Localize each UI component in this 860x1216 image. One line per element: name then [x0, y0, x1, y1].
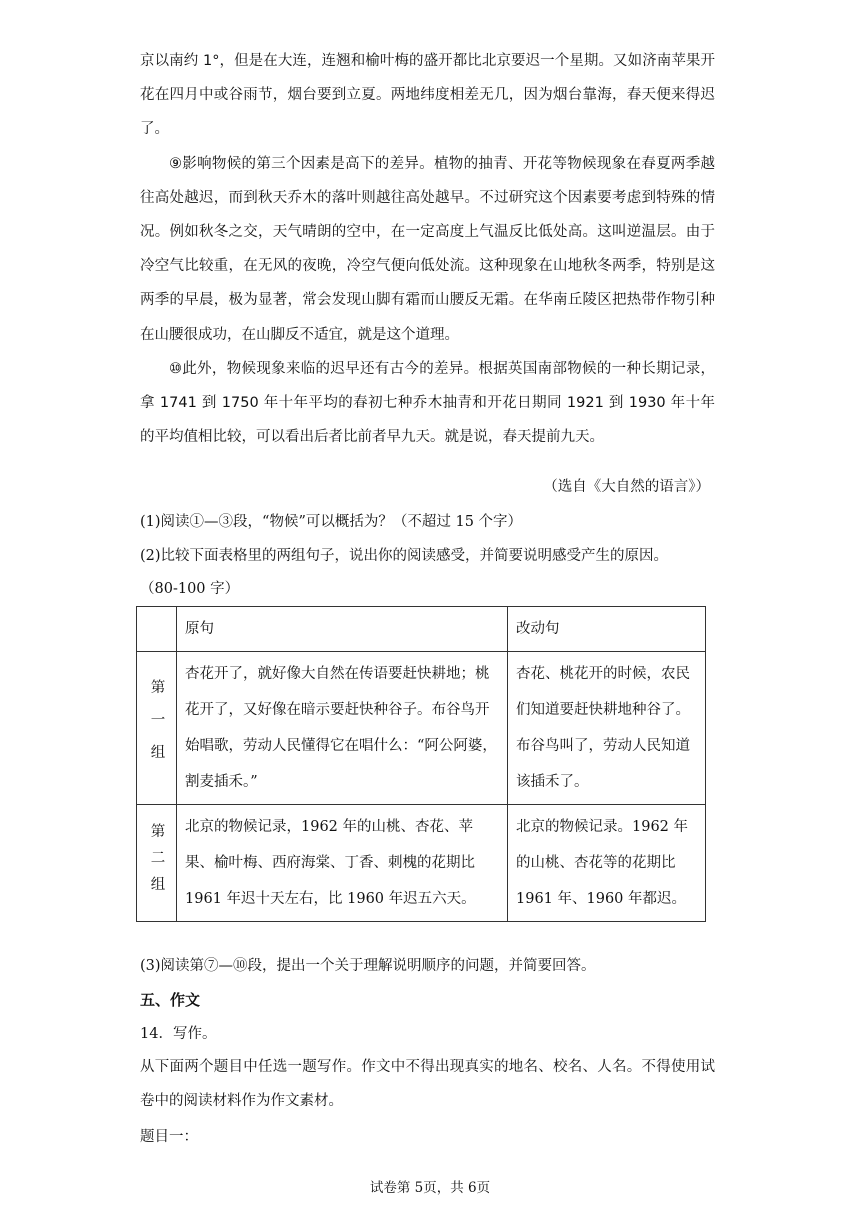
question-3: (3)阅读第⑦—⑩段，提出一个关于理解说明顺序的问题，并简要回答。: [140, 958, 596, 974]
group-label: 第一组: [137, 652, 177, 805]
original-sentence: 北京的物候记录，1962 年的山桃、杏花、苹果、榆叶梅、西府海棠、丁香、刺槐的花期比 1961 年迟十天左右，比 1960 年迟五六天。: [177, 805, 508, 922]
question-2: (2)比较下面表格里的两组句子，说出你的阅读感受，并简要说明感受产生的原因。: [140, 548, 669, 564]
question-2-word-limit: （80-100 字）: [140, 581, 240, 597]
modified-sentence: 北京的物候记录。1962 年的山桃、杏花等的花期比 1961 年、1960 年都迟。: [508, 805, 706, 922]
writing-item: 14．写作。: [140, 1026, 217, 1042]
table-header-row: [137, 607, 706, 652]
question-1: (1)阅读①—③段，“物候”可以概括为？（不超过 15 个字）: [140, 514, 523, 530]
comparison-table: [136, 606, 706, 922]
group-label: 第二组: [137, 805, 177, 922]
table-header-cell: 改动句: [508, 607, 706, 652]
table-row: [137, 805, 706, 922]
modified-sentence: 杏花、桃花开的时候，农民们知道要赶快耕地种谷了。布谷鸟叫了，劳动人民知道该插禾了。: [508, 652, 706, 805]
reading-passage: [140, 44, 715, 454]
page-footer: 试卷第 5页，共 6页: [369, 1180, 491, 1196]
paragraph-9: ⑨影响物候的第三个因素是高下的差异。植物的抽青、开花等物候现象在春夏两季越往高处越迟，而到秋天乔木的落叶则越往高处越早。不过研究这个因素要考虑到特殊的情况。例如秋冬之交，天气晴朗的空中，在一定高度上气温反比低处高。这叫逆温层。由于冷空气比较重，在无风的夜晚，冷空气便向低处流。这种现象在山地秋冬两季，特别是这两季的早晨，极为显著，常会发现山脚有霜而山腰反无霜。在华南丘陵区把热带作物引种在山腰很成功，在山脚反不适宜，就是这个道理。: [140, 155, 715, 343]
writing-instructions: 从下面两个题目中任选一题写作。作文中不得出现真实的地名、校名、人名。不得使用试卷中的阅读材料作为作文素材。: [140, 1059, 715, 1110]
paragraph-10: ⑩此外，物候现象来临的迟早还有古今的差异。根据英国南部物候的一种长期记录，拿 1741 到 1750 年十年平均的春初七种乔木抽青和开花日期同 1921 到 1930 年十年的平均值相比较，可以看出后者比前者早九天。就是说，春天提前九天。: [140, 360, 715, 446]
section-title: 五、作文: [140, 991, 201, 1009]
table-header-cell: 原句: [177, 607, 508, 652]
paragraph-8-continued: 京以南约 1°，但是在大连，连翘和榆叶梅的盛开都比北京要迟一个星期。又如济南苹果开花在四月中或谷雨节，烟台要到立夏。两地纬度相差无几，因为烟台靠海，春天便来得迟了。: [140, 53, 715, 138]
original-sentence: 杏花开了，就好像大自然在传语要赶快耕地；桃花开了，又好像在暗示要赶快种谷子。布谷鸟开始唱歌，劳动人民懂得它在唱什么：“阿公阿婆，割麦插禾。”: [177, 652, 508, 805]
writing-topic-1: 题目一：: [140, 1129, 198, 1145]
passage-source: （选自《大自然的语言》）: [543, 479, 710, 495]
table-row: [137, 652, 706, 805]
table-header-cell: [137, 607, 177, 652]
